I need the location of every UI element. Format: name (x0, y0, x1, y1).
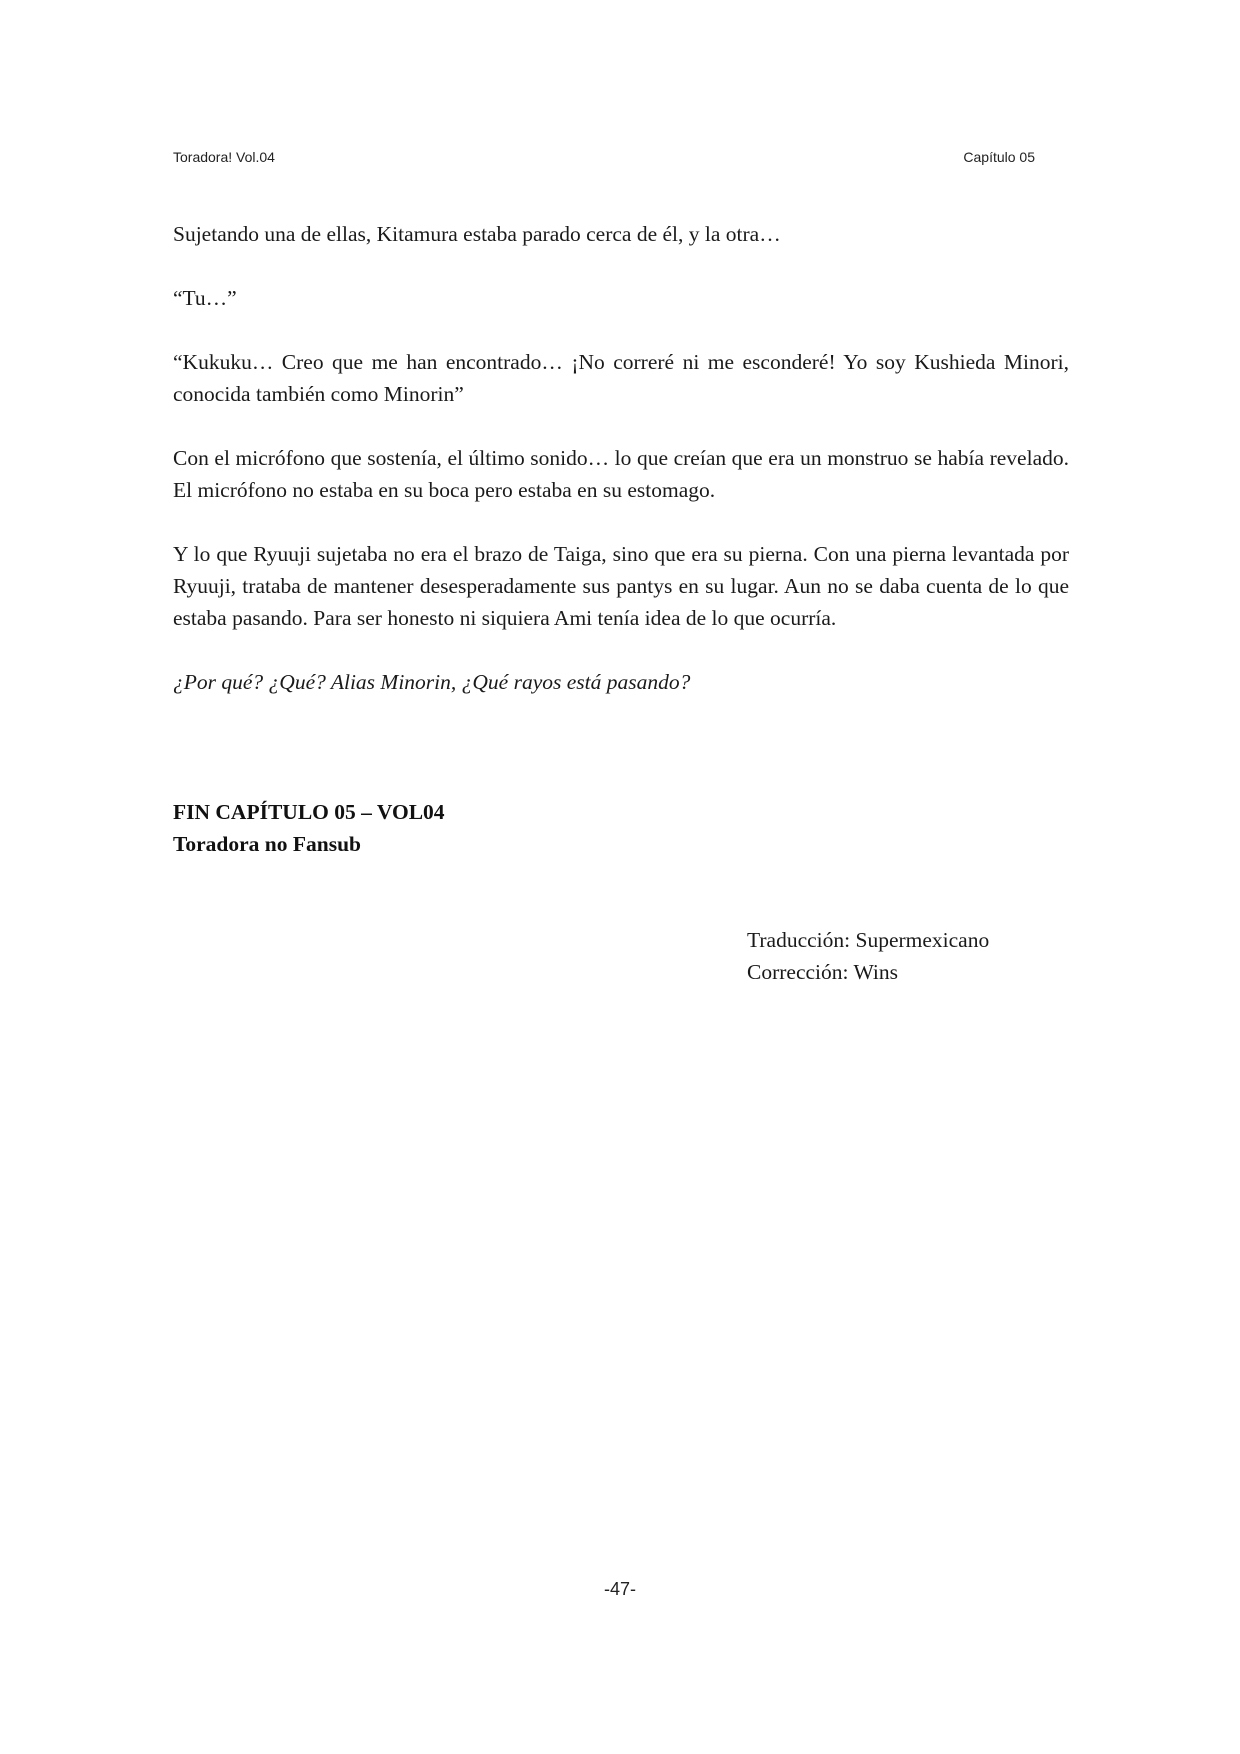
translation-credit: Traducción: Supermexicano (747, 928, 990, 952)
paragraph-6: ¿Por qué? ¿Qué? Alias Minorin, ¿Qué rayos está pasando? (173, 670, 691, 694)
paragraph-2: “Tu…” (173, 286, 237, 310)
header-book-title: Toradora! Vol.04 (173, 149, 275, 165)
page-number: -47- (603, 1579, 636, 1599)
paragraph-4: Con el micrófono que sostenía, el último sonido… lo que creían que era un monstruo se había revelado. El micrófono no estaba en su boca pero estaba en su estomago. (173, 446, 1069, 502)
body-text (173, 218, 1069, 730)
page-header (173, 149, 1035, 169)
credits-block (747, 924, 1067, 988)
paragraph-5: Y lo que Ryuuji sujetaba no era el brazo de Taiga, sino que era su pierna. Con una pierna levantada por Ryuuji, trataba de mantener desesperadamente sus pantys en su lugar. Aun no se daba cuenta de lo que estaba pasando. Para ser honesto ni siquiera Ami tenía idea de lo que ocurría. (173, 542, 1069, 630)
paragraph-1: Sujetando una de ellas, Kitamura estaba parado cerca de él, y la otra… (173, 222, 781, 246)
fansub-name: Toradora no Fansub (173, 832, 361, 856)
paragraph-3: “Kukuku… Creo que me han encontrado… ¡No correré ni me esconderé! Yo soy Kushieda Minori, conocida también como Minorin” (173, 350, 1069, 406)
header-chapter: Capítulo 05 (963, 149, 1035, 165)
correction-credit: Corrección: Wins (747, 960, 898, 984)
chapter-end-block (173, 796, 773, 860)
chapter-end-title: FIN CAPÍTULO 05 – VOL04 (173, 800, 445, 824)
